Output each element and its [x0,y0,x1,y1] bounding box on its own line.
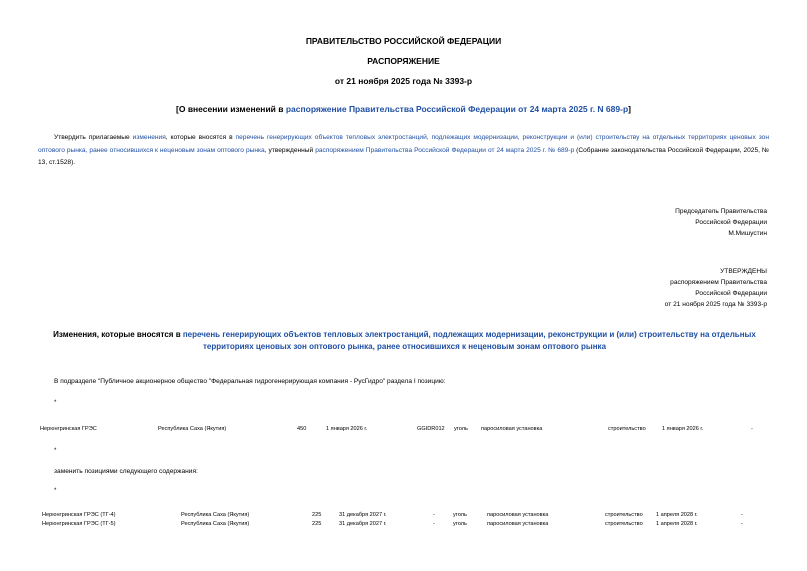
body-text-4: (Собрание законодательства Российской Федерации, 2025, № 13, ст.1528). [38,146,769,166]
body-text-1: Утвердить прилагаемые [54,134,133,141]
body-paragraph [38,132,769,170]
position-marker-2: * [54,448,57,454]
row-power: 225 [312,512,322,518]
body-text-2: , которые вносятся в [165,134,236,141]
approval-line-2: распоряжением Правительства [670,279,767,286]
row-power: 225 [312,521,322,527]
signature-block [675,206,767,239]
row-region: Республика Саха (Якутия) [158,426,227,432]
document-type: РАСПОРЯЖЕНИЕ [367,56,440,66]
row-date-2: 1 января 2026 г. [662,426,704,432]
row-code: - [433,512,435,518]
document-subject [0,104,807,114]
signature-name: М.Мишустин [728,230,767,237]
document-date-number: от 21 ноября 2025 года № 3393-р [334,76,473,86]
row-unit-type: паросиловая установка [487,521,549,527]
row-code: GGIDR012 [417,426,445,432]
approval-date: от 21 ноября 2025 года № 3393-р [664,301,767,308]
government-heading: ПРАВИТЕЛЬСТВО РОССИЙСКОЙ ФЕДЕРАЦИИ [305,36,502,46]
order-link[interactable]: распоряжением Правительства Российской Федерации от 24 марта 2025 г. № 689-р [315,146,575,154]
changes-title [38,329,771,352]
subject-suffix: ] [628,104,631,114]
subject-link[interactable]: распоряжение Правительства Российской Федерации от 24 марта 2025 г. N 689-р [285,104,629,114]
row-fuel: уголь [453,512,467,518]
row-unit-type: паросиловая установка [487,512,549,518]
row-fuel: уголь [453,521,467,527]
row-last: - [741,512,743,518]
section-intro: В подразделе "Публичное акционерное общество "Федеральная гидрогенерирующая компания - РусГидро" раздела I позицию: [54,378,446,385]
row-unit-type: паросиловая установка [481,426,543,432]
signature-position: Председатель Правительства [675,208,767,215]
list-link[interactable]: перечень генерирующих объектов тепловых электростанций, подлежащих модернизации, реконструкции и (или) строительству на отдельных территориях ценовых зон оптового рынка, ранее относившихся к неценовым зонам оптового рынка [38,134,769,154]
signature-organization: Российской Федерации [695,219,767,226]
approval-heading: УТВЕРЖДЕНЫ [720,268,767,275]
position-marker-1: * [54,400,57,406]
approval-line-3: Российской Федерации [695,290,767,297]
row-power: 450 [297,426,307,432]
row-fuel: уголь [454,426,468,432]
row-region: Республика Саха (Якутия) [181,512,250,518]
row-date-2: 1 апреля 2028 г. [656,512,698,518]
replace-instruction: заменить позициями следующего содержания: [54,468,198,475]
row-last: - [751,426,753,432]
row-date-1: 31 декабря 2027 г. [339,512,387,518]
row-region: Республика Саха (Якутия) [181,521,250,527]
row-date-1: 1 января 2026 г. [326,426,368,432]
row-action: строительство [608,426,646,432]
approval-block [665,266,767,310]
changes-title-link[interactable]: перечень генерирующих объектов тепловых электростанций, подлежащих модернизации, реконструкции и (или) строительству на отдельных территориях ценовых зон оптового рынка, ранее относившихся к неценовым зонам оптового рынка [182,330,756,351]
position-marker-3: * [54,488,57,494]
changes-title-prefix: Изменения, которые вносятся в [53,330,183,339]
row-action: строительство [605,521,643,527]
body-text-3: , утвержденный [264,146,316,154]
row-action: строительство [605,512,643,518]
row-station-name: Нерюнгринская ГРЭС (ТГ-5) [42,521,116,527]
row-station-name: Нерюнгринская ГРЭС [40,426,97,432]
row-code: - [433,521,435,527]
row-last: - [741,521,743,527]
changes-link[interactable]: изменения [132,134,166,141]
row-station-name: Нерюнгринская ГРЭС (ТГ-4) [42,512,116,518]
subject-prefix: [О внесении изменений в [176,104,286,114]
row-date-2: 1 апреля 2028 г. [656,521,698,527]
row-date-1: 31 декабря 2027 г. [339,521,387,527]
